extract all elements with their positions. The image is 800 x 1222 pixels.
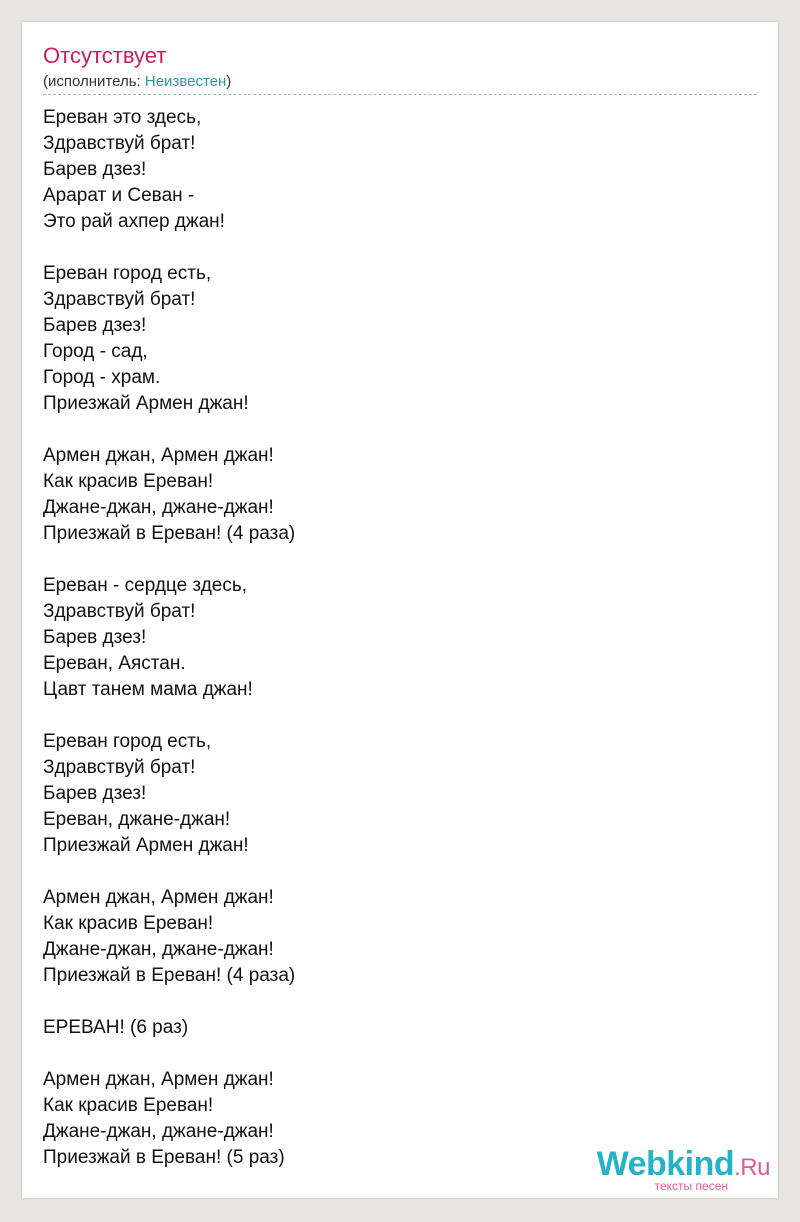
stanza-break: [43, 417, 743, 443]
watermark-brand: Webkind: [596, 1145, 735, 1183]
lyric-line: Приезжай в Ереван! (4 раза): [43, 965, 296, 986]
lyric-line: ЕРЕВАН! (6 раз): [43, 1017, 189, 1038]
lyric-line: Ереван город есть,: [43, 263, 212, 284]
artist-link[interactable]: Неизвестен: [144, 73, 227, 90]
lyric-line: Как красив Ереван!: [43, 913, 214, 934]
lyric-line: Армен джан, Армен джан!: [43, 1069, 274, 1090]
stanza-break: [43, 703, 743, 729]
artist-suffix: ): [226, 73, 232, 90]
lyric-line: Приезжай Армен джан!: [43, 393, 249, 414]
lyric-line: Как красив Ереван!: [43, 1095, 214, 1116]
stanza-break: [43, 547, 743, 573]
stanza-break: [43, 859, 743, 885]
lyric-line: Барев дзез!: [43, 627, 147, 648]
site-watermark: [580, 1145, 770, 1193]
lyric-line: Это рай ахпер джан!: [43, 211, 225, 232]
lyric-line: Цавт танем мама джан!: [43, 679, 253, 700]
lyric-line: Город - сад,: [43, 341, 148, 362]
lyric-line: Ереван это здесь,: [43, 107, 202, 128]
stanza-break: [43, 235, 743, 261]
watermark-tld: .Ru: [734, 1154, 770, 1181]
lyric-line: Арарат и Севан -: [43, 185, 195, 206]
lyric-line: Ереван, Аястан.: [43, 653, 186, 674]
lyric-line: Барев дзез!: [43, 159, 147, 180]
lyric-line: Здравствуй брат!: [43, 757, 196, 778]
song-title: Отсутствует: [43, 43, 167, 68]
lyrics-body: [43, 105, 743, 1171]
title-divider: [43, 94, 757, 95]
lyric-line: Как красив Ереван!: [43, 471, 214, 492]
lyric-line: Армен джан, Армен джан!: [43, 445, 274, 466]
lyric-line: Джане-джан, джане-джан!: [43, 497, 274, 518]
lyric-line: Здравствуй брат!: [43, 601, 196, 622]
lyric-line: Джане-джан, джане-джан!: [43, 1121, 274, 1142]
artist-line: [43, 73, 231, 91]
stanza-break: [43, 989, 743, 1015]
lyric-line: Здравствуй брат!: [43, 289, 196, 310]
lyrics-card: [21, 21, 779, 1199]
lyric-line: Приезжай в Ереван! (5 раз): [43, 1147, 285, 1168]
lyric-line: Ереван - сердце здесь,: [43, 575, 248, 596]
lyric-line: Город - храм.: [43, 367, 161, 388]
lyric-line: Ереван, джане-джан!: [43, 809, 231, 830]
watermark-tagline: тексты песен: [654, 1179, 728, 1193]
lyric-line: Здравствуй брат!: [43, 133, 196, 154]
lyric-line: Армен джан, Армен джан!: [43, 887, 274, 908]
lyric-line: Джане-джан, джане-джан!: [43, 939, 274, 960]
lyric-line: Ереван город есть,: [43, 731, 212, 752]
lyric-line: Приезжай Армен джан!: [43, 835, 249, 856]
lyric-line: Барев дзез!: [43, 783, 147, 804]
lyric-line: Барев дзез!: [43, 315, 147, 336]
lyric-line: Приезжай в Ереван! (4 раза): [43, 523, 296, 544]
artist-prefix: (исполнитель:: [43, 73, 145, 90]
stanza-break: [43, 1041, 743, 1067]
